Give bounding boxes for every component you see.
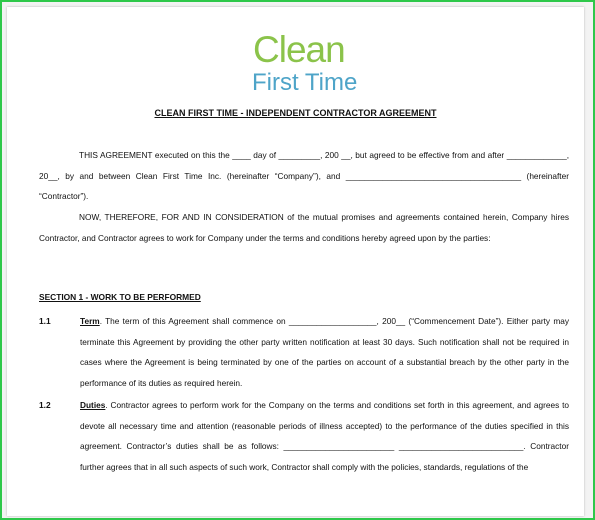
document-title: CLEAN FIRST TIME - INDEPENDENT CONTRACTOR AGREEMENT xyxy=(154,108,437,118)
clause-text: . Contractor agrees to perform work for the Company on the terms and conditions set forth in this agreement, and agrees to devote all necessary time and attention (reasonable periods of illness accepted) to the performance of the duties specified in this agreement. Contractor’s duties shall be as follows: ________________________ ___________________________. Contractor further agrees that in all such aspects of such work, Contractor shall comply with the policies, standards, regulations of the xyxy=(80,400,569,472)
clause-title: Term xyxy=(80,316,100,326)
intro-paragraph: THIS AGREEMENT executed on this the ____ day of _________, 200 __, but agreed to be effective from and after _____________, 20__, by and between Clean First Time Inc. (hereinafter “Company”), and ______________________________________ (hereinafter “Contractor”). xyxy=(39,150,569,201)
document-page xyxy=(7,7,584,516)
consideration-paragraph: NOW, THEREFORE, FOR AND IN CONSIDERATION of the mutual promises and agreements contained herein, Company hires Contractor, and Contractor agrees to work for Company under the terms and conditions hereby agreed upon by the parties: xyxy=(39,212,569,243)
clause-title: Duties xyxy=(80,400,106,410)
clause-term xyxy=(80,311,569,393)
logo-line1: Clean xyxy=(253,29,345,70)
clause-text: . The term of this Agreement shall commence on ___________________, 200__ (“Commencement Date”). Either party may terminate this Agreement by providing the other party written notification at least 30 days. Such notification shall not be required in cases where the Agreement is being terminated by one of the parties on account of a substantial breach by the other party in the performance of its duties as required herein. xyxy=(80,316,569,388)
clause-number: 1.2 xyxy=(39,400,51,410)
logo-line2: First Time xyxy=(252,69,358,96)
section-heading: SECTION 1 - WORK TO BE PERFORMED xyxy=(39,292,201,302)
clause-duties xyxy=(80,395,569,477)
clause-number: 1.1 xyxy=(39,316,51,326)
company-logo xyxy=(247,29,377,109)
